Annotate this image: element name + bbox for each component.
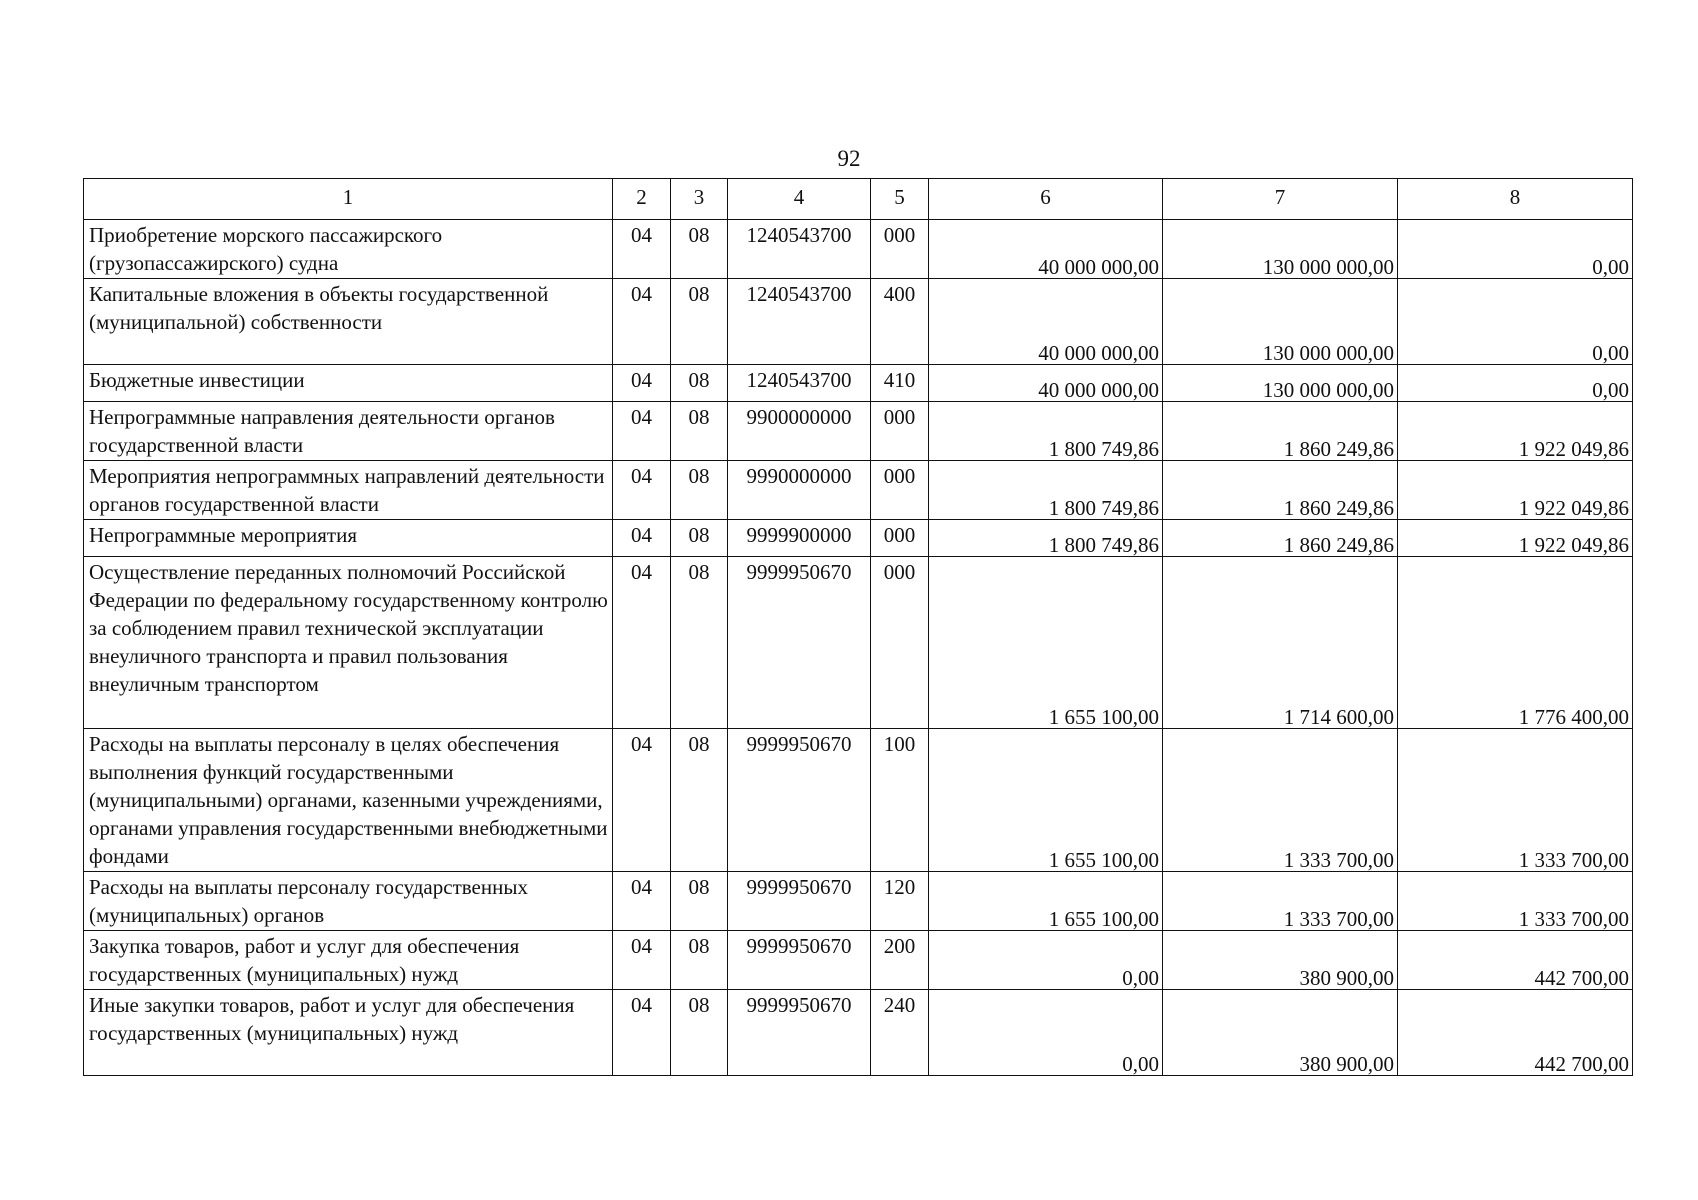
amount-value: 1 800 749,86 bbox=[1048, 533, 1159, 557]
amount-value: 1 333 700,00 bbox=[1518, 848, 1629, 872]
amount-value: 1 655 100,00 bbox=[1048, 705, 1159, 729]
table-row bbox=[84, 279, 1633, 365]
row-subsection-cell: 08 bbox=[671, 872, 728, 931]
row-section-cell: 04 bbox=[613, 365, 671, 402]
row-section-cell: 04 bbox=[613, 402, 671, 461]
row-subsection-cell: 08 bbox=[671, 990, 728, 1076]
row-amount-col6-cell bbox=[929, 729, 1163, 872]
row-name-cell: Непрограммные мероприятия bbox=[84, 520, 613, 557]
row-target-item-cell: 9999950670 bbox=[728, 872, 871, 931]
row-target-item-cell: 9900000000 bbox=[728, 402, 871, 461]
row-amount-col8-cell bbox=[1398, 520, 1633, 557]
amount-value: 0,00 bbox=[1592, 341, 1629, 365]
row-amount-col8-cell bbox=[1398, 365, 1633, 402]
row-name-cell: Иные закупки товаров, работ и услуг для обеспечения государственных (муниципальных) нужд bbox=[84, 990, 613, 1076]
row-target-item-cell: 1240543700 bbox=[728, 279, 871, 365]
row-amount-col6-cell bbox=[929, 520, 1163, 557]
row-target-item-cell: 9999900000 bbox=[728, 520, 871, 557]
row-expense-type-cell: 120 bbox=[871, 872, 929, 931]
table-body bbox=[84, 220, 1633, 1076]
row-expense-type-cell: 100 bbox=[871, 729, 929, 872]
row-section-cell: 04 bbox=[613, 220, 671, 279]
column-header-2: 2 bbox=[613, 179, 671, 220]
row-section-cell: 04 bbox=[613, 461, 671, 520]
amount-value: 1 922 049,86 bbox=[1518, 496, 1629, 520]
row-subsection-cell: 08 bbox=[671, 931, 728, 990]
table-row bbox=[84, 872, 1633, 931]
row-subsection-cell: 08 bbox=[671, 402, 728, 461]
row-target-item-cell: 1240543700 bbox=[728, 365, 871, 402]
row-expense-type-cell: 000 bbox=[871, 220, 929, 279]
amount-value: 1 800 749,86 bbox=[1048, 437, 1159, 461]
amount-value: 130 000 000,00 bbox=[1262, 341, 1394, 365]
row-amount-col8-cell bbox=[1398, 729, 1633, 872]
row-subsection-cell: 08 bbox=[671, 220, 728, 279]
row-section-cell: 04 bbox=[613, 931, 671, 990]
row-amount-col6-cell bbox=[929, 557, 1163, 729]
row-amount-col8-cell bbox=[1398, 931, 1633, 990]
amount-value: 1 655 100,00 bbox=[1048, 848, 1159, 872]
amount-value: 1 922 049,86 bbox=[1518, 533, 1629, 557]
row-amount-col8-cell bbox=[1398, 557, 1633, 729]
row-amount-col7-cell bbox=[1163, 931, 1398, 990]
row-expense-type-cell: 240 bbox=[871, 990, 929, 1076]
row-name-cell: Расходы на выплаты персоналу государственных (муниципальных) органов bbox=[84, 872, 613, 931]
row-target-item-cell: 9999950670 bbox=[728, 557, 871, 729]
column-header-1: 1 bbox=[84, 179, 613, 220]
row-expense-type-cell: 200 bbox=[871, 931, 929, 990]
row-name-cell: Капитальные вложения в объекты государственной (муниципальной) собственности bbox=[84, 279, 613, 365]
row-section-cell: 04 bbox=[613, 557, 671, 729]
row-name-cell: Закупка товаров, работ и услуг для обеспечения государственных (муниципальных) нужд bbox=[84, 931, 613, 990]
row-amount-col7-cell bbox=[1163, 729, 1398, 872]
row-amount-col7-cell bbox=[1163, 402, 1398, 461]
row-target-item-cell: 9999950670 bbox=[728, 931, 871, 990]
row-expense-type-cell: 000 bbox=[871, 520, 929, 557]
amount-value: 130 000 000,00 bbox=[1262, 255, 1394, 279]
amount-value: 0,00 bbox=[1122, 966, 1159, 990]
amount-value: 1 860 249,86 bbox=[1283, 496, 1394, 520]
row-target-item-cell: 9999950670 bbox=[728, 729, 871, 872]
row-amount-col7-cell bbox=[1163, 990, 1398, 1076]
row-subsection-cell: 08 bbox=[671, 520, 728, 557]
amount-value: 130 000 000,00 bbox=[1262, 378, 1394, 402]
amount-value: 1 655 100,00 bbox=[1048, 907, 1159, 931]
row-expense-type-cell: 400 bbox=[871, 279, 929, 365]
row-section-cell: 04 bbox=[613, 520, 671, 557]
amount-value: 1 333 700,00 bbox=[1283, 848, 1394, 872]
row-name-cell: Мероприятия непрограммных направлений деятельности органов государственной власти bbox=[84, 461, 613, 520]
amount-value: 1 860 249,86 bbox=[1283, 533, 1394, 557]
amount-value: 380 900,00 bbox=[1299, 1052, 1394, 1076]
row-amount-col6-cell bbox=[929, 872, 1163, 931]
row-amount-col6-cell bbox=[929, 990, 1163, 1076]
column-header-5: 5 bbox=[871, 179, 929, 220]
row-expense-type-cell: 000 bbox=[871, 402, 929, 461]
row-amount-col6-cell bbox=[929, 365, 1163, 402]
column-header-6: 6 bbox=[929, 179, 1163, 220]
row-expense-type-cell: 410 bbox=[871, 365, 929, 402]
amount-value: 1 776 400,00 bbox=[1518, 705, 1629, 729]
row-target-item-cell: 9990000000 bbox=[728, 461, 871, 520]
row-name-cell: Осуществление переданных полномочий Российской Федерации по федеральному государственному контролю за соблюдением правил технической эксплуатации внеуличного транспорта и правил пользования внеуличным транспортом bbox=[84, 557, 613, 729]
table-row bbox=[84, 365, 1633, 402]
amount-value: 0,00 bbox=[1592, 255, 1629, 279]
table-row bbox=[84, 461, 1633, 520]
row-subsection-cell: 08 bbox=[671, 461, 728, 520]
table-row bbox=[84, 220, 1633, 279]
column-header-7: 7 bbox=[1163, 179, 1398, 220]
amount-value: 1 922 049,86 bbox=[1518, 437, 1629, 461]
amount-value: 0,00 bbox=[1592, 378, 1629, 402]
table-row bbox=[84, 990, 1633, 1076]
row-section-cell: 04 bbox=[613, 729, 671, 872]
budget-table bbox=[83, 178, 1633, 1076]
amount-value: 1 333 700,00 bbox=[1283, 907, 1394, 931]
row-amount-col8-cell bbox=[1398, 220, 1633, 279]
amount-value: 40 000 000,00 bbox=[1038, 255, 1159, 279]
amount-value: 380 900,00 bbox=[1299, 966, 1394, 990]
row-amount-col7-cell bbox=[1163, 279, 1398, 365]
row-name-cell: Приобретение морского пассажирского (грузопассажирского) судна bbox=[84, 220, 613, 279]
amount-value: 1 860 249,86 bbox=[1283, 437, 1394, 461]
amount-value: 1 333 700,00 bbox=[1518, 907, 1629, 931]
row-subsection-cell: 08 bbox=[671, 557, 728, 729]
row-name-cell: Непрограммные направления деятельности органов государственной власти bbox=[84, 402, 613, 461]
row-amount-col6-cell bbox=[929, 931, 1163, 990]
row-amount-col8-cell bbox=[1398, 461, 1633, 520]
row-target-item-cell: 9999950670 bbox=[728, 990, 871, 1076]
row-amount-col7-cell bbox=[1163, 220, 1398, 279]
row-amount-col8-cell bbox=[1398, 872, 1633, 931]
row-name-cell: Бюджетные инвестиции bbox=[84, 365, 613, 402]
amount-value: 40 000 000,00 bbox=[1038, 378, 1159, 402]
table-header-row bbox=[84, 179, 1633, 220]
row-subsection-cell: 08 bbox=[671, 279, 728, 365]
amount-value: 442 700,00 bbox=[1534, 966, 1629, 990]
row-subsection-cell: 08 bbox=[671, 729, 728, 872]
table-row bbox=[84, 931, 1633, 990]
row-amount-col7-cell bbox=[1163, 557, 1398, 729]
row-amount-col8-cell bbox=[1398, 279, 1633, 365]
row-amount-col8-cell bbox=[1398, 402, 1633, 461]
column-header-3: 3 bbox=[671, 179, 728, 220]
table-row bbox=[84, 557, 1633, 729]
column-header-4: 4 bbox=[728, 179, 871, 220]
row-amount-col8-cell bbox=[1398, 990, 1633, 1076]
amount-value: 40 000 000,00 bbox=[1038, 341, 1159, 365]
amount-value: 442 700,00 bbox=[1534, 1052, 1629, 1076]
row-amount-col7-cell bbox=[1163, 520, 1398, 557]
table-row bbox=[84, 402, 1633, 461]
row-amount-col6-cell bbox=[929, 220, 1163, 279]
column-header-8: 8 bbox=[1398, 179, 1633, 220]
row-expense-type-cell: 000 bbox=[871, 557, 929, 729]
row-subsection-cell: 08 bbox=[671, 365, 728, 402]
table-row bbox=[84, 520, 1633, 557]
row-target-item-cell: 1240543700 bbox=[728, 220, 871, 279]
row-amount-col7-cell bbox=[1163, 365, 1398, 402]
row-amount-col6-cell bbox=[929, 279, 1163, 365]
row-amount-col7-cell bbox=[1163, 872, 1398, 931]
table-row bbox=[84, 729, 1633, 872]
row-section-cell: 04 bbox=[613, 990, 671, 1076]
amount-value: 0,00 bbox=[1122, 1052, 1159, 1076]
row-name-cell: Расходы на выплаты персоналу в целях обеспечения выполнения функций государственными (муниципальными) органами, казенными учреждениями, органами управления государственными внебюджетными фондами bbox=[84, 729, 613, 872]
row-expense-type-cell: 000 bbox=[871, 461, 929, 520]
row-amount-col7-cell bbox=[1163, 461, 1398, 520]
row-amount-col6-cell bbox=[929, 402, 1163, 461]
page-number: 92 bbox=[837, 146, 861, 171]
amount-value: 1 714 600,00 bbox=[1283, 705, 1394, 729]
row-section-cell: 04 bbox=[613, 279, 671, 365]
row-section-cell: 04 bbox=[613, 872, 671, 931]
amount-value: 1 800 749,86 bbox=[1048, 496, 1159, 520]
row-amount-col6-cell bbox=[929, 461, 1163, 520]
